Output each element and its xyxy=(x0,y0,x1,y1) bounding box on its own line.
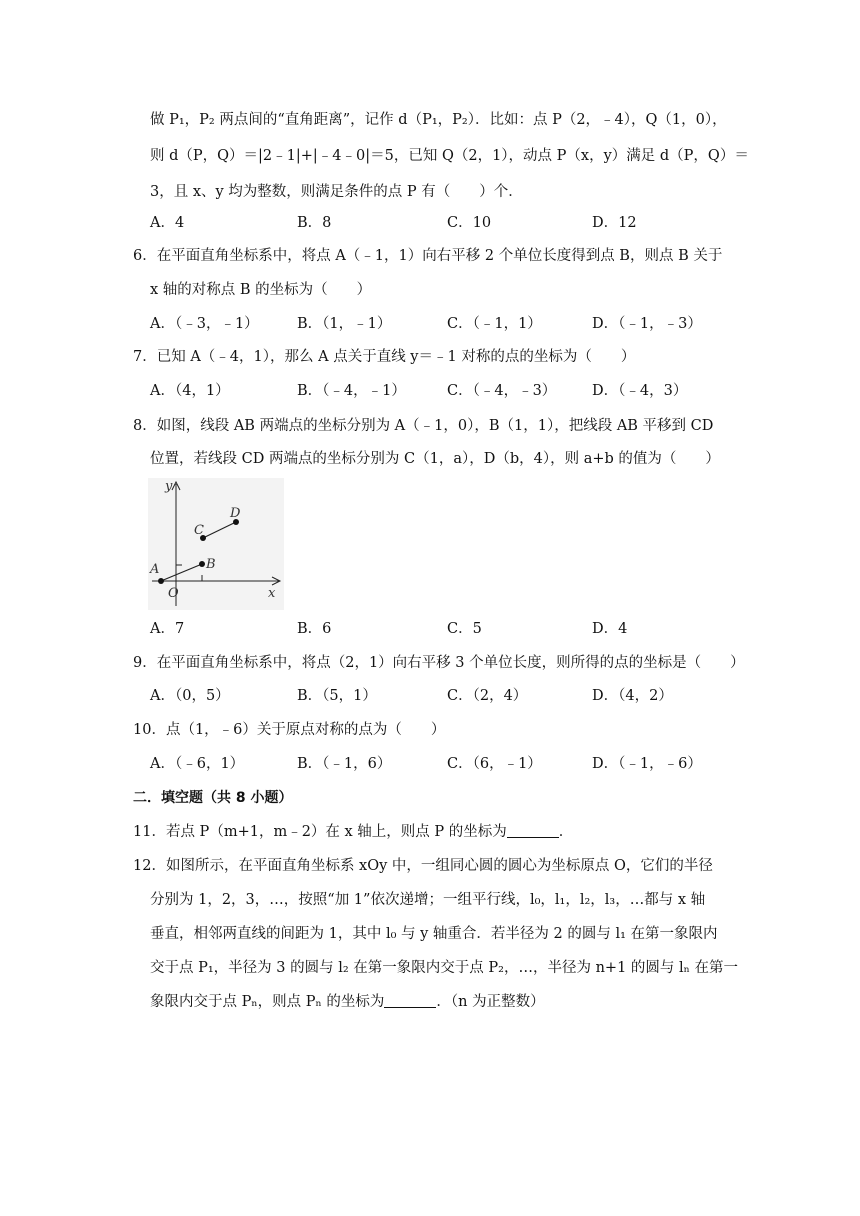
q9-option-b: B．（5，1） xyxy=(297,688,377,704)
q7-option-b: B．（﹣4，﹣1） xyxy=(297,383,406,399)
point-c-label: C xyxy=(194,523,204,538)
origin-label: O xyxy=(168,586,179,601)
q5-option-b: B．8 xyxy=(297,215,332,231)
x-axis-label: x xyxy=(268,586,276,601)
point-d-label: D xyxy=(230,506,241,521)
q7-option-c: C．（﹣4，﹣3） xyxy=(447,383,557,399)
q10-option-a: A．（﹣6，1） xyxy=(150,756,245,772)
point-b xyxy=(199,561,205,567)
q8-line-2: 位置，若线段 CD 两端点的坐标分别为 C（1，a），D（b，4），则 a+b 的值为（ ） xyxy=(150,451,720,467)
q6-option-c: C．（﹣1，1） xyxy=(447,316,542,332)
q12-line-3: 垂直，相邻两直线的间距为 1，其中 l₀ 与 y 轴重合．若半径为 2 的圆与 l₁ 在第一象限内 xyxy=(150,926,718,942)
q5-line-2: 则 d（P，Q）＝|2﹣1|+|﹣4﹣0|＝5，已知 Q（2，1），动点 P（x，y）满足 d（P，Q）＝ xyxy=(150,148,749,164)
q9-option-a: A．（0，5） xyxy=(150,688,230,704)
q5-line-1: 做 P₁，P₂ 两点间的“直角距离”，记作 d（P₁，P₂）．比如：点 P（2，﹣4），Q（1，0）， xyxy=(150,112,727,128)
point-a xyxy=(158,578,164,584)
q5-option-d: D．12 xyxy=(592,215,637,231)
q6-option-a: A．（﹣3，﹣1） xyxy=(150,316,259,332)
q12-answer-blank xyxy=(384,993,436,1008)
q5-line-3: 3，且 x、y 均为整数，则满足条件的点 P 有（ ）个． xyxy=(150,184,523,200)
q6-line-1: 6．在平面直角坐标系中，将点 A（﹣1，1）向右平移 2 个单位长度得到点 B，则点 B 关于 xyxy=(133,248,723,264)
q6-option-b: B．（1，﹣1） xyxy=(297,316,392,332)
q9-option-c: C．（2，4） xyxy=(447,688,528,704)
q8-option-c: C．5 xyxy=(447,621,482,637)
q9-line-1: 9．在平面直角坐标系中，将点（2，1）向右平移 3 个单位长度，则所得的点的坐标是（ ） xyxy=(133,655,745,671)
q6-option-d: D．（﹣1，﹣3） xyxy=(592,316,702,332)
q8-option-b: B．6 xyxy=(297,621,332,637)
q12-text: 象限内交于点 Pₙ，则点 Pₙ 的坐标为 xyxy=(150,994,385,1010)
q8-line-1: 8．如图，线段 AB 两端点的坐标分别为 A（﹣1，0），B（1，1），把线段 AB 平移到 CD xyxy=(133,418,714,434)
q12-line-1: 12．如图所示，在平面直角坐标系 xOy 中，一组同心圆的圆心为坐标原点 O，它们的半径 xyxy=(133,858,713,874)
segment-cd xyxy=(203,522,236,538)
q7-line-1: 7．已知 A（﹣4，1），那么 A 点关于直线 y＝﹣1 对称的点的坐标为（ ） xyxy=(133,349,636,365)
q10-option-d: D．（﹣1，﹣6） xyxy=(592,756,702,772)
q10-option-b: B．（﹣1，6） xyxy=(297,756,392,772)
q11-line xyxy=(133,822,573,842)
q12-text-end: ．（n 为正整数） xyxy=(436,994,545,1010)
q11-text: 11．若点 P（m+1，m﹣2）在 x 轴上，则点 P 的坐标为 xyxy=(133,824,507,840)
q7-option-a: A．（4，1） xyxy=(150,383,230,399)
q10-option-c: C．（6，﹣1） xyxy=(447,756,542,772)
segment-ab xyxy=(161,564,202,581)
q10-line-1: 10．点（1，﹣6）关于原点对称的点为（ ） xyxy=(133,722,446,738)
q8-figure xyxy=(148,478,284,610)
y-axis-label: y xyxy=(165,479,173,494)
q9-option-d: D．（4，2） xyxy=(592,688,673,704)
q12-line-4: 交于点 P₁，半径为 3 的圆与 l₂ 在第一象限内交于点 P₂，…，半径为 n+1 的圆与 lₙ 在第一 xyxy=(150,960,739,976)
q5-option-a: A．4 xyxy=(150,215,185,231)
q6-line-2: x 轴的对称点 B 的坐标为（ ） xyxy=(150,282,372,298)
q5-option-c: C．10 xyxy=(447,215,492,231)
q12-line-5 xyxy=(150,992,545,1012)
q11-answer-blank xyxy=(507,823,559,838)
point-a-label: A xyxy=(150,562,160,577)
q12-line-2: 分别为 1，2，3，…，按照“加 1”依次递增；一组平行线，l₀，l₁，l₂，l₃，…都与 x 轴 xyxy=(150,892,706,908)
q8-option-a: A．7 xyxy=(150,621,185,637)
q11-text-end: ． xyxy=(558,824,574,840)
point-b-label: B xyxy=(206,557,216,572)
q7-option-d: D．（﹣4，3） xyxy=(592,383,688,399)
q8-coordinate-diagram xyxy=(148,478,284,610)
section-title: 二．填空题（共 8 小题） xyxy=(133,790,293,806)
q8-option-d: D．4 xyxy=(592,621,628,637)
